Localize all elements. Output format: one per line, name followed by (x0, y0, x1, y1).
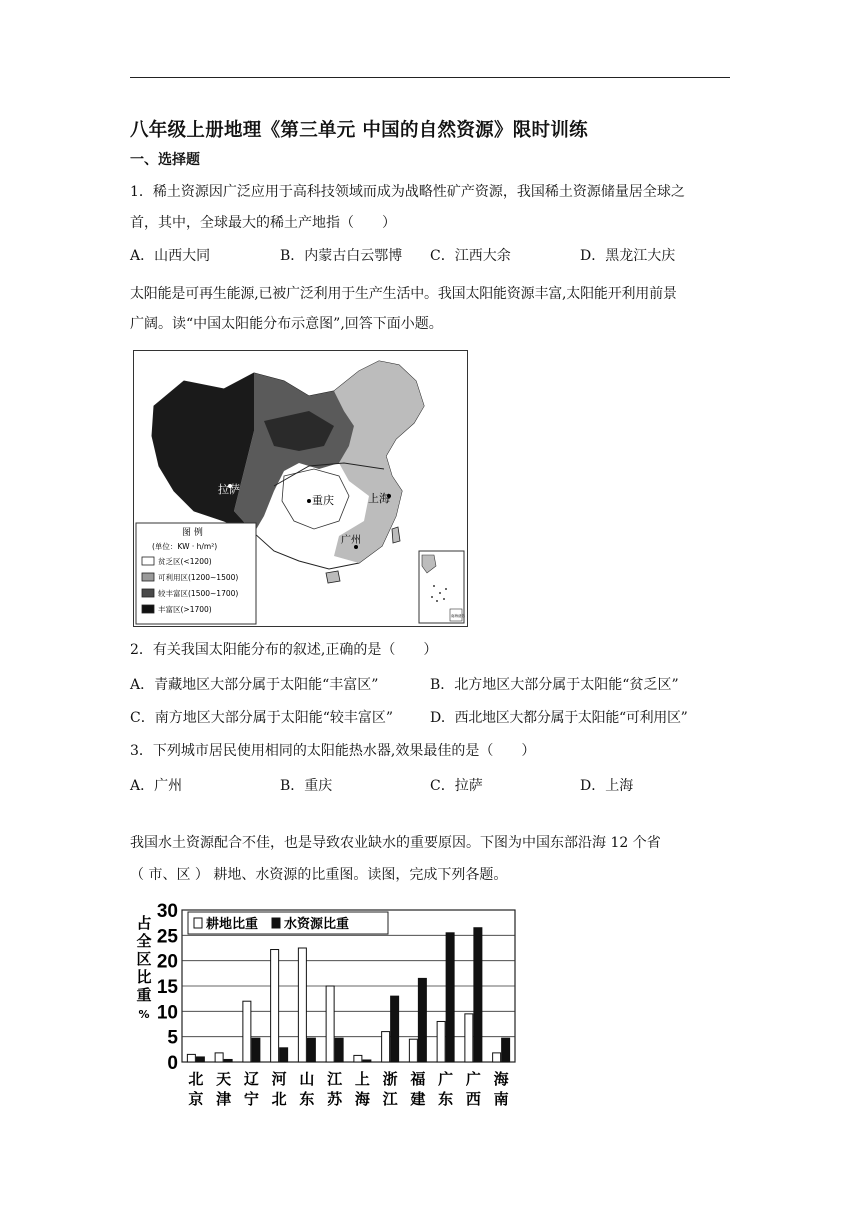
legend-label: 耕地比重 (206, 917, 259, 932)
bar-farmland (271, 950, 279, 1062)
y-tick-label: 15 (156, 977, 178, 998)
inset-label: 南海诸岛 (451, 614, 465, 618)
q1-option-d: D．黑龙江大庆 (580, 248, 676, 264)
x-tick-char: 辽 (243, 1070, 259, 1088)
bar-water (335, 1038, 343, 1062)
lasa-label: 拉萨 (218, 483, 240, 496)
x-tick-label (409, 1070, 425, 1108)
bar-farmland (326, 986, 334, 1062)
solar-distribution-map (133, 350, 468, 627)
x-tick-label (216, 1070, 232, 1108)
x-tick-char: 河 (271, 1070, 287, 1088)
bar-water (280, 1048, 288, 1062)
solar-intro-line2: 广阔。读“中国太阳能分布示意图”,回答下面小题。 (130, 316, 443, 332)
x-tick-char: 海 (493, 1070, 509, 1088)
legend-label-usable: 可利用区(1200~1500) (158, 573, 239, 582)
y-tick-label: 0 (167, 1053, 178, 1074)
y-axis-label-char: % (138, 1008, 150, 1021)
q3-option-d: D．上海 (580, 778, 634, 794)
water-intro-line1: 我国水土资源配合不佳，也是导致农业缺水的重要原因。下图为中国东部沿海 12 个省 (130, 835, 661, 851)
bar-farmland (409, 1039, 417, 1062)
legend-swatch (194, 918, 202, 928)
land-water-chart-svg (130, 900, 530, 1115)
bar-water (391, 996, 399, 1062)
x-tick-label (326, 1070, 343, 1108)
x-tick-char: 苏 (327, 1090, 343, 1108)
q3-option-c: C．拉萨 (430, 778, 483, 794)
x-tick-char: 海 (354, 1090, 370, 1108)
bar-farmland (215, 1053, 223, 1062)
legend-swatch-poor (142, 557, 154, 565)
y-tick-label: 20 (156, 951, 178, 973)
legend-swatch-usable (142, 573, 154, 581)
bar-water (224, 1059, 232, 1062)
x-tick-char: 北 (271, 1090, 287, 1108)
bar-water (502, 1038, 510, 1062)
x-tick-label (299, 1070, 314, 1108)
y-axis-label-char: 重 (136, 986, 152, 1004)
x-tick-char: 广 (465, 1070, 481, 1088)
section-heading: 一、选择题 (130, 152, 200, 168)
bar-water (363, 1060, 371, 1062)
bar-water (196, 1057, 204, 1062)
x-tick-label (244, 1070, 259, 1108)
x-tick-char: 津 (216, 1090, 232, 1108)
x-tick-char: 京 (188, 1090, 204, 1108)
x-tick-char: 北 (188, 1070, 204, 1088)
y-axis-label-char: 区 (136, 950, 152, 968)
q1-stem-line2: 首，其中，全球最大的稀土产地指（ ） (130, 215, 396, 231)
y-tick-label: 10 (156, 1002, 178, 1024)
legend-swatch-rich (142, 605, 154, 613)
q1-stem-line1: 1．稀土资源因广泛应用于高科技领域而成为战略性矿产资源，我国稀土资源储量居全球之 (130, 184, 685, 200)
y-tick-label: 30 (156, 901, 178, 922)
bar-farmland (354, 1055, 362, 1062)
land-water-chart (130, 900, 530, 1115)
q2-option-c: C．南方地区大部分属于太阳能“较丰富区” (130, 710, 394, 726)
legend-label: 水资源比重 (284, 917, 350, 932)
q2-stem: 2．有关我国太阳能分布的叙述,正确的是（ ） (130, 642, 438, 658)
legend-label-richer: 较丰富区(1500~1700) (158, 589, 239, 598)
x-tick-label (382, 1070, 399, 1108)
bar-farmland (493, 1053, 501, 1062)
q2-option-d: D．西北地区大都分属于太阳能“可利用区” (430, 710, 688, 726)
q2-option-b: B．北方地区大部分属于太阳能“贫乏区” (430, 677, 679, 693)
q1-option-c: C．江西大余 (430, 248, 511, 264)
legend-swatch (272, 918, 280, 928)
x-tick-char: 西 (465, 1090, 481, 1108)
bar-water (474, 928, 482, 1062)
y-axis-label-char: 占 (136, 914, 152, 932)
legend-title: 图 例 (182, 528, 203, 538)
x-tick-char: 江 (382, 1090, 398, 1108)
bar-farmland (437, 1021, 445, 1062)
bar-water (446, 933, 454, 1062)
page-title: 八年级上册地理《第三单元 中国的自然资源》限时训练 (130, 120, 588, 141)
y-axis-label-char: 比 (136, 968, 152, 986)
x-tick-char: 浙 (382, 1070, 398, 1088)
x-tick-char: 天 (216, 1070, 232, 1088)
legend-label-rich: 丰富区(>1700) (158, 605, 212, 614)
x-tick-char: 上 (354, 1070, 370, 1088)
y-tick-label: 25 (156, 926, 178, 948)
x-tick-label (494, 1070, 510, 1108)
chongqing-marker (307, 499, 311, 503)
x-tick-label (355, 1070, 371, 1108)
x-tick-label (188, 1070, 203, 1108)
chongqing-label: 重庆 (312, 494, 334, 507)
x-tick-label (466, 1070, 481, 1108)
q3-option-b: B．重庆 (280, 778, 333, 794)
x-tick-char: 宁 (243, 1090, 259, 1108)
x-tick-char: 东 (299, 1090, 315, 1108)
header-rule (130, 77, 730, 78)
shanghai-label: 上海 (368, 492, 390, 505)
bar-farmland (465, 1014, 473, 1062)
q1-option-a: A．山西大同 (130, 248, 211, 264)
legend-swatch-richer (142, 589, 154, 597)
x-tick-label (438, 1070, 453, 1108)
china-map-graphic (134, 351, 467, 626)
x-tick-char: 福 (410, 1070, 426, 1088)
y-axis-label-char: 全 (136, 932, 152, 950)
bar-water (252, 1038, 260, 1062)
q2-option-a: A．青藏地区大部分属于太阳能“丰富区” (130, 677, 379, 693)
q3-stem: 3．下列城市居民使用相同的太阳能热水器,效果最佳的是（ ） (130, 743, 536, 759)
x-tick-char: 南 (493, 1090, 509, 1108)
x-tick-char: 建 (410, 1090, 426, 1108)
x-tick-label (272, 1070, 287, 1108)
y-tick-label: 5 (167, 1027, 178, 1049)
q3-option-a: A．广州 (130, 778, 183, 794)
bar-farmland (298, 948, 306, 1062)
bar-farmland (187, 1054, 195, 1062)
bar-water (418, 978, 426, 1062)
bar-farmland (243, 1001, 251, 1062)
solar-intro-line1: 太阳能是可再生能源,已被广泛利用于生产生活中。我国太阳能资源丰富,太阳能开利用前景 (130, 286, 677, 302)
q1-option-b: B．内蒙古白云鄂博 (280, 248, 403, 264)
legend-unit: (单位：KW · h/m²) (152, 542, 218, 551)
x-tick-char: 东 (438, 1090, 454, 1108)
x-tick-char: 山 (299, 1070, 315, 1088)
guangzhou-label: 广州 (341, 535, 361, 546)
bar-farmland (382, 1032, 390, 1062)
legend-label-poor: 贫乏区(<1200) (158, 557, 212, 566)
x-tick-char: 江 (327, 1070, 343, 1088)
x-tick-char: 广 (438, 1070, 454, 1088)
y-axis-label (136, 914, 151, 1021)
bar-water (307, 1038, 315, 1062)
water-intro-line2: （ 市、区 ） 耕地、水资源的比重图。读图，完成下列各题。 (130, 867, 508, 883)
